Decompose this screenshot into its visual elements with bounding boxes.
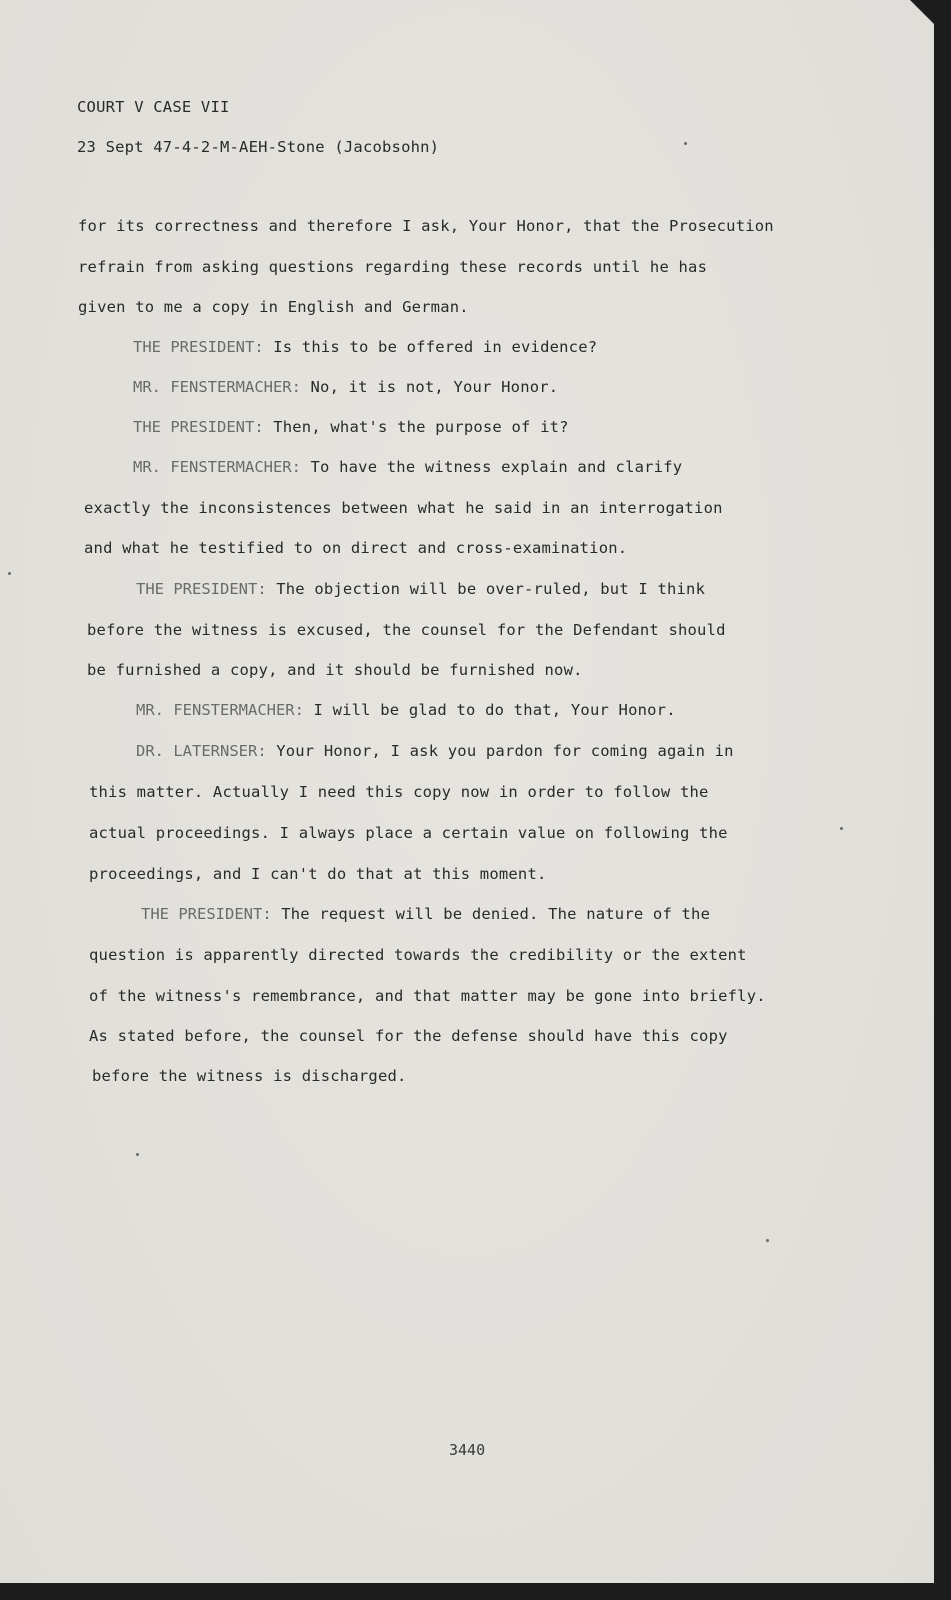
speaker-label: DR. LATERNSER: [136,742,267,760]
transcript-line [87,661,583,679]
line-text: As stated before, the counsel for the defense should have this copy [89,1027,728,1045]
speaker-label: THE PRESIDENT: [133,338,264,356]
line-text: The request will be denied. The nature of the [271,905,711,923]
line-text: be furnished a copy, and it should be furnished now. [87,661,583,679]
transcript-line [89,946,747,964]
transcript-line [89,783,709,801]
paper-speck [766,1239,769,1242]
transcript-line [78,217,774,235]
transcript-line [89,865,547,883]
line-text: refrain from asking questions regarding these records until he has [78,258,708,276]
transcript-line [133,458,682,476]
date-reporter-line: 23 Sept 47-4-2-M-AEH-Stone (Jacobsohn) [77,138,440,156]
speaker-label: THE PRESIDENT: [136,580,267,598]
line-text: before the witness is discharged. [92,1067,407,1085]
transcript-line [89,987,766,1005]
transcript-line [87,621,726,639]
speaker-label: MR. FENSTERMACHER: [136,701,304,719]
line-text: No, it is not, Your Honor. [300,378,559,396]
transcript-line [84,499,723,517]
speaker-label: MR. FENSTERMACHER: [133,378,301,396]
line-text: Then, what's the purpose of it? [263,418,569,436]
line-text: this matter. Actually I need this copy now in order to follow the [89,783,709,801]
line-text: given to me a copy in English and German. [78,298,469,316]
speaker-label: THE PRESIDENT: [141,905,272,923]
line-text: for its correctness and therefore I ask, Your Honor, that the Prosecution [78,217,774,235]
transcript-line [136,701,676,719]
paper-speck [840,827,843,830]
speaker-label: THE PRESIDENT: [133,418,264,436]
line-text: Your Honor, I ask you pardon for coming again in [266,742,734,760]
line-text: and what he testified to on direct and cross-examination. [84,539,628,557]
transcript-line [89,824,728,842]
transcript-line [136,580,705,598]
paper-speck [136,1153,139,1156]
line-text: exactly the inconsistences between what he said in an interrogation [84,499,723,517]
transcript-line [133,418,569,436]
speaker-label: MR. FENSTERMACHER: [133,458,301,476]
transcript-line [136,742,734,760]
line-text: question is apparently directed towards the credibility or the extent [89,946,747,964]
transcript-line [133,338,597,356]
page-number: 3440 [449,1441,486,1459]
transcript-line [92,1067,407,1085]
transcript-line [78,258,707,276]
line-text: I will be glad to do that, Your Honor. [303,701,676,719]
transcript-line [89,1027,728,1045]
page-corner-fold [910,0,934,24]
line-text: Is this to be offered in evidence? [263,338,598,356]
court-case-heading: COURT V CASE VII [77,98,230,116]
paper-speck [684,142,687,145]
transcript-line [133,378,558,396]
line-text: of the witness's remembrance, and that matter may be gone into briefly. [89,987,766,1005]
paper-speck [8,572,11,575]
line-text: actual proceedings. I always place a certain value on following the [89,824,728,842]
line-text: before the witness is excused, the counsel for the Defendant should [87,621,726,639]
transcript-line [141,905,710,923]
line-text: To have the witness explain and clarify [300,458,683,476]
transcript-line [78,298,469,316]
transcript-line [84,539,627,557]
line-text: The objection will be over-ruled, but I think [266,580,706,598]
line-text: proceedings, and I can't do that at this moment. [89,865,547,883]
